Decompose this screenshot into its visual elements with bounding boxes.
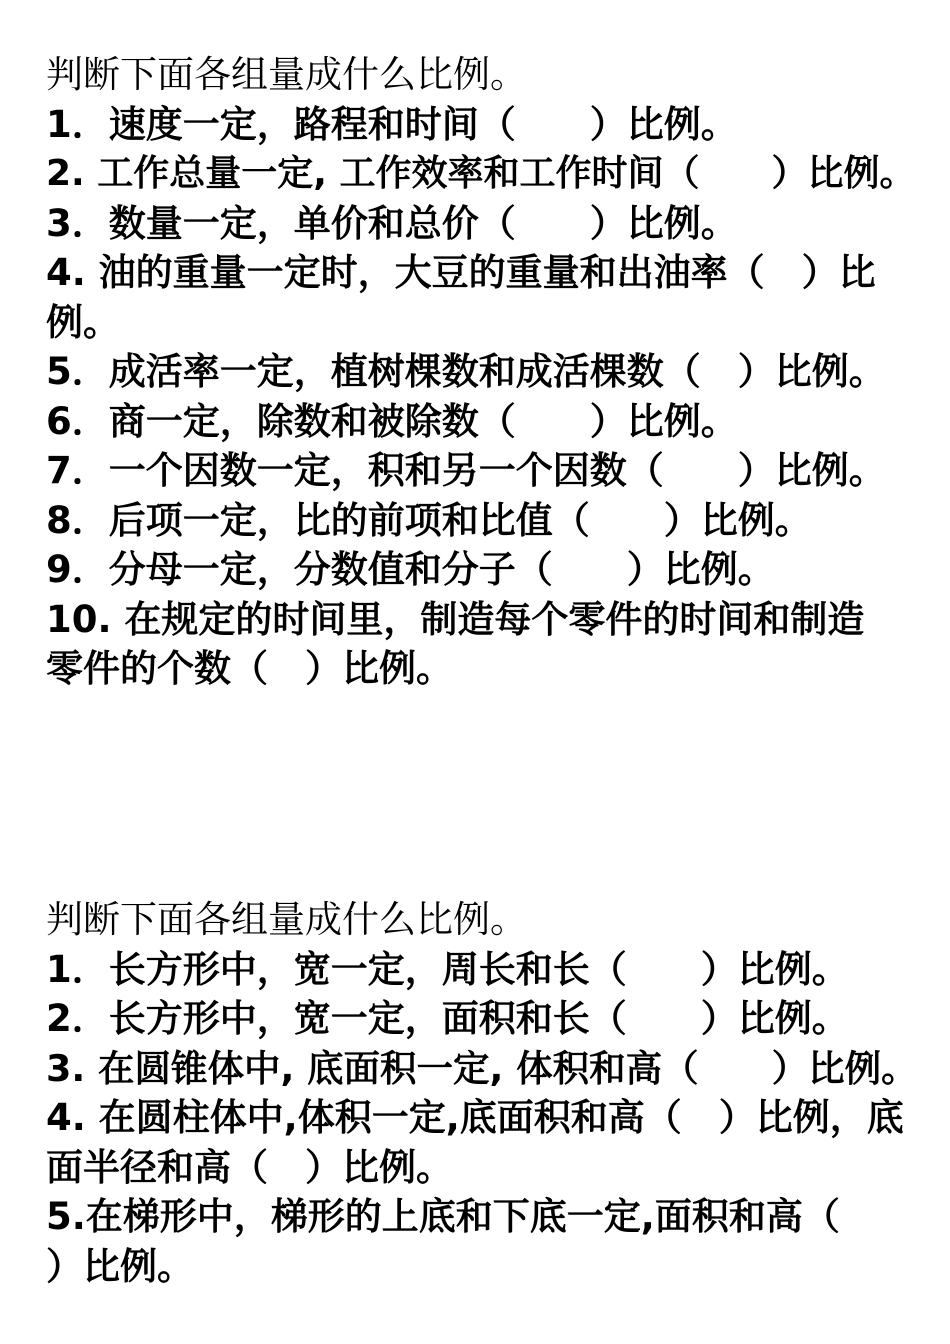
- question-line-continuation: ）比例。: [46, 1244, 194, 1288]
- question-line: 8．后项一定，比的前项和比值（ ）比例。: [46, 498, 812, 542]
- question-line: 9．分母一定，分数值和分子（ ）比例。: [46, 548, 775, 591]
- question-line: 2．长方形中，宽一定，面积和长（ ）比例。: [46, 997, 849, 1040]
- question-line-continuation: 零件的个数（ ）比例。: [46, 647, 453, 690]
- section-title: 判断下面各组量成什么比例。: [46, 898, 527, 941]
- question-line: 2. 工作总量一定, 工作效率和工作时间（ ）比例。: [46, 153, 916, 194]
- question-line: 4. 油的重量一定时，大豆的重量和出油率（ ）比: [46, 251, 876, 294]
- question-line: 1．速度一定，路程和时间（ ）比例。: [46, 102, 738, 146]
- question-line: 5.在梯形中，梯形的上底和下底一定,面积和高（: [46, 1195, 840, 1238]
- question-line: 3. 在圆锥体中, 底面积一定, 体积和高（ ）比例。: [46, 1046, 918, 1090]
- question-line: 4. 在圆柱体中,体积一定,底面积和高（ ）比例，底: [46, 1096, 904, 1139]
- question-line-continuation: 面半径和高（ ）比例。: [46, 1145, 453, 1189]
- question-line: 3．数量一定，单价和总价（ ）比例。: [46, 201, 738, 245]
- question-line: 5．成活率一定，植树棵数和成活棵数（ ）比例。: [46, 350, 886, 393]
- question-line: 10. 在规定的时间里，制造每个零件的时间和制造: [46, 597, 865, 641]
- question-line: 7．一个因数一定，积和另一个因数（ ）比例。: [46, 449, 886, 492]
- section-title: 判断下面各组量成什么比例。: [46, 53, 527, 96]
- exercise-section-1: [46, 50, 926, 694]
- question-line: 6．商一定，除数和被除数（ ）比例。: [46, 399, 738, 443]
- question-line: 1．长方形中，宽一定，周长和长（ ）比例。: [46, 947, 849, 991]
- exercise-section-2: [46, 895, 926, 1291]
- question-line-continuation: 例。: [46, 300, 120, 344]
